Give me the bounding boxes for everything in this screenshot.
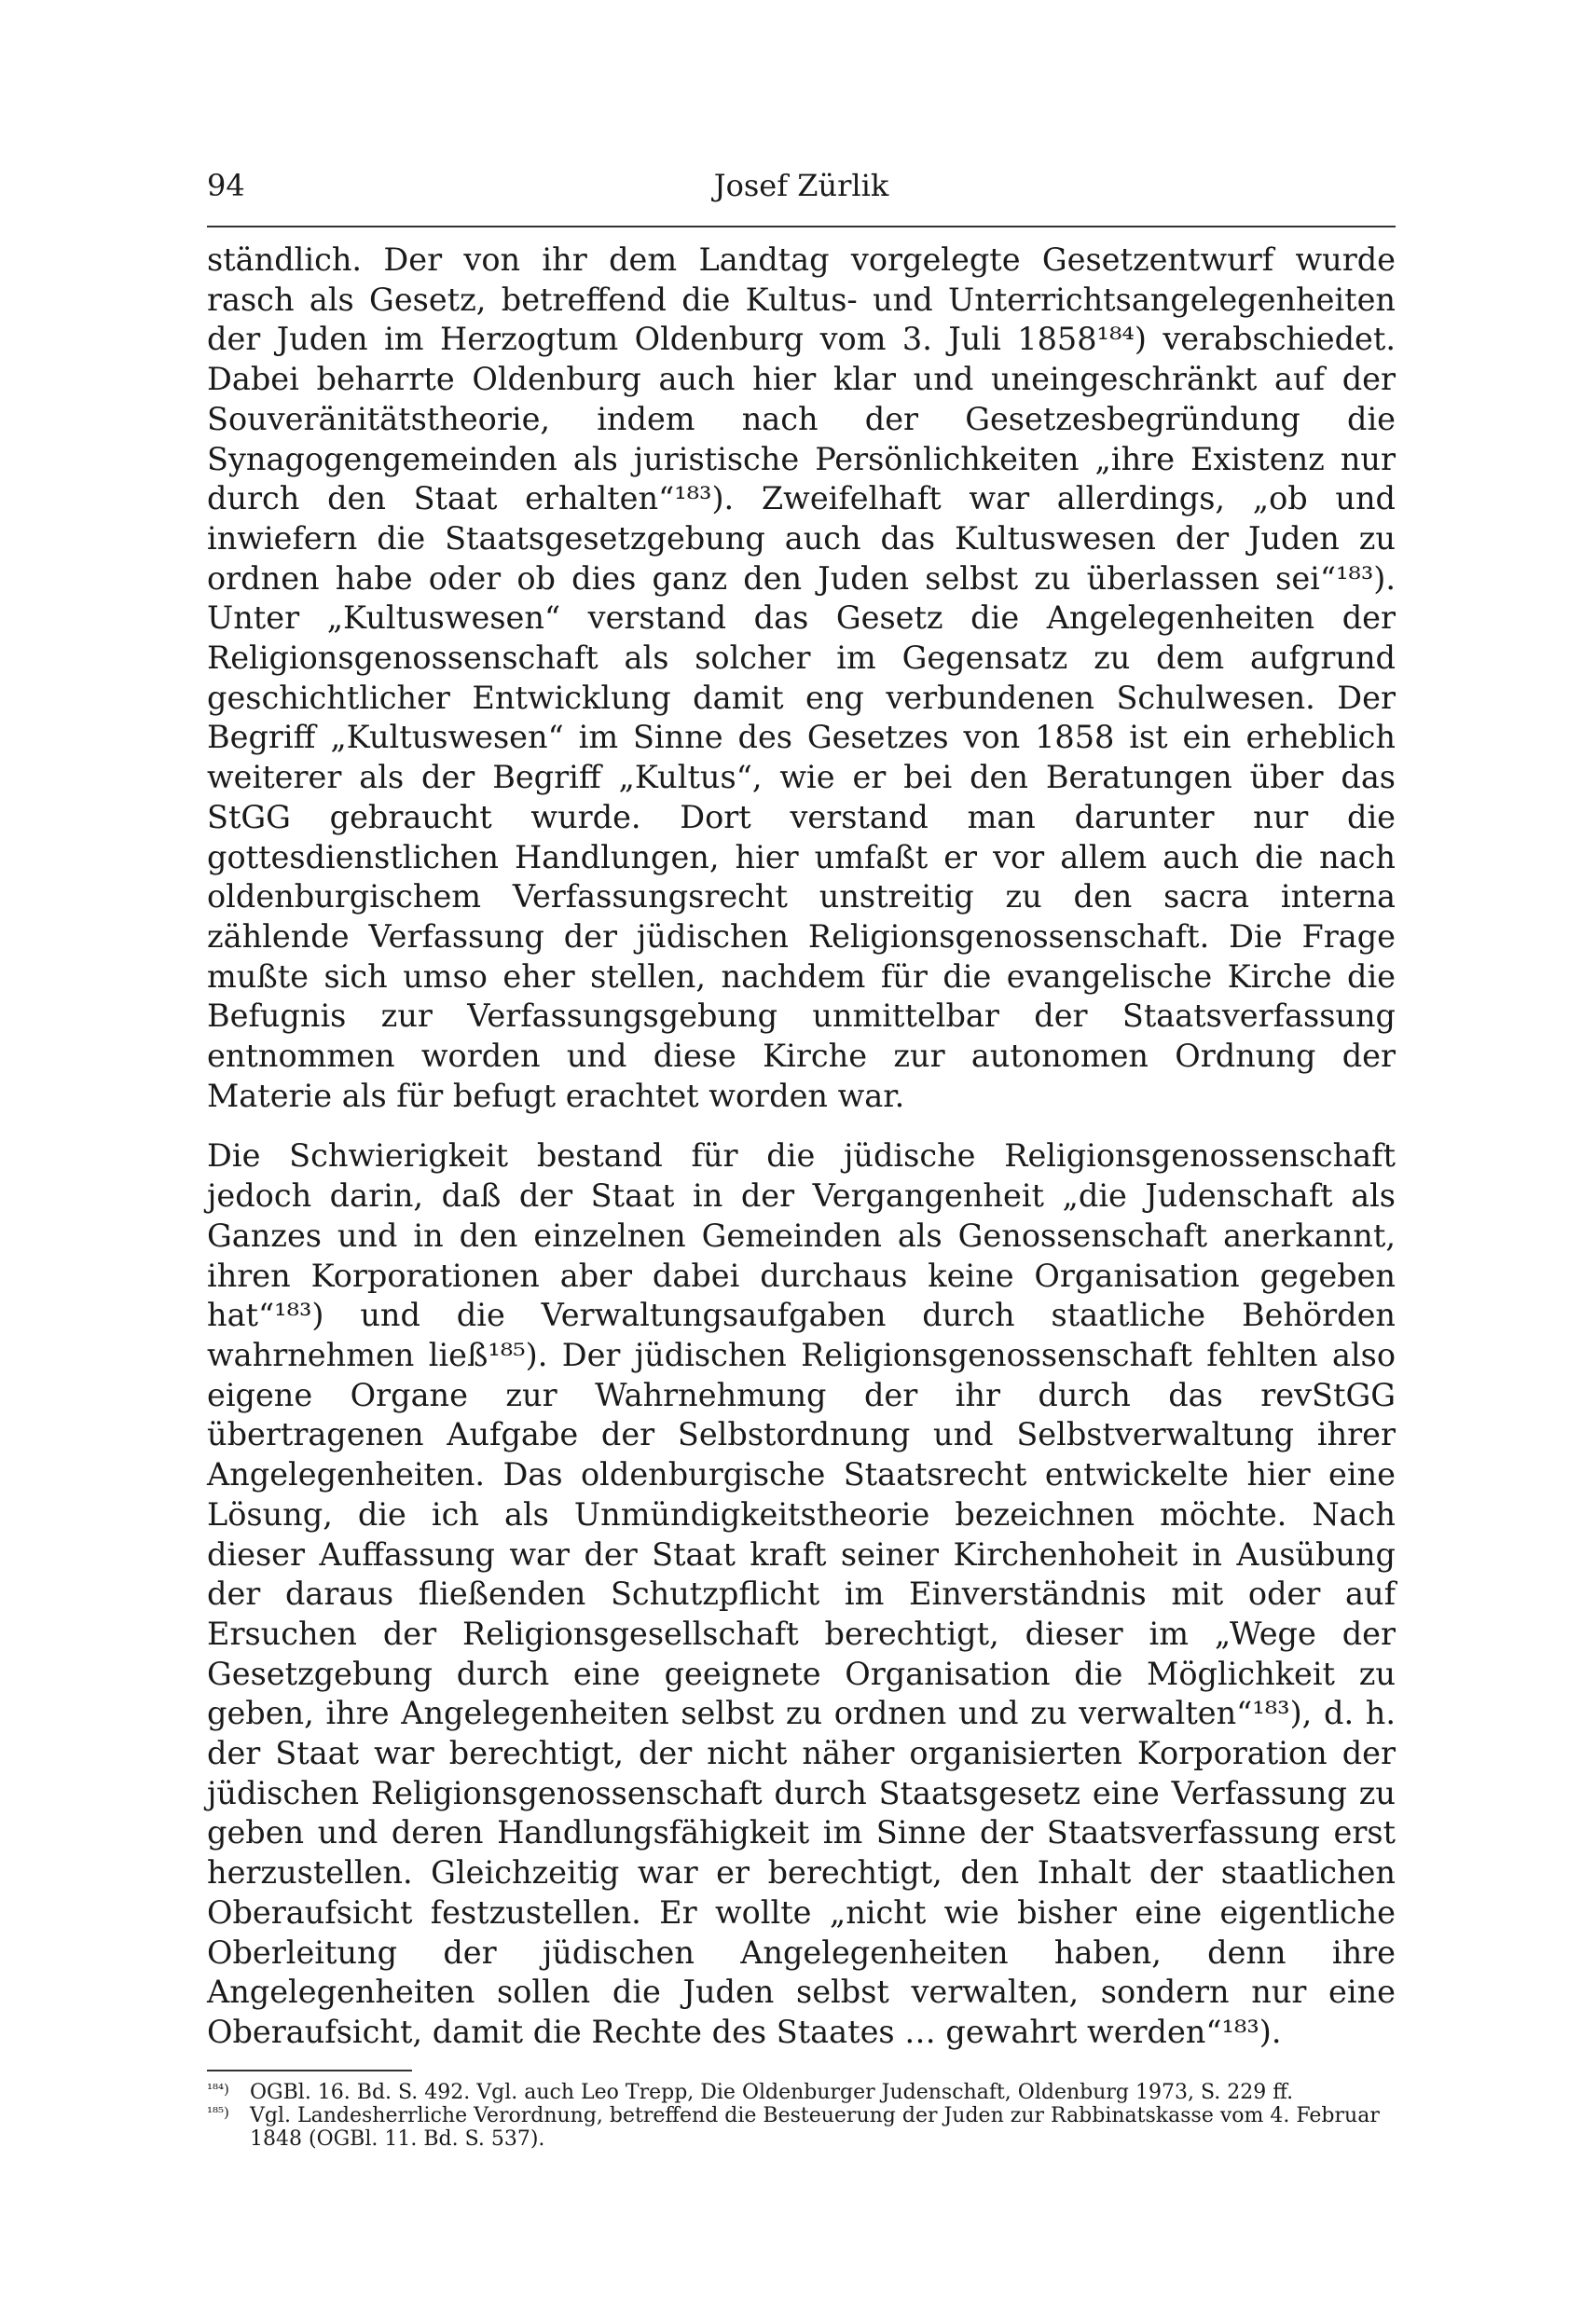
footnote-mark: ¹⁸⁴) <box>207 2080 229 2098</box>
footnotes <box>207 2081 1396 2151</box>
footnote-rule <box>207 2070 412 2071</box>
footnote-text: OGBl. 16. Bd. S. 492. Vgl. auch Leo Trepp, Die Oldenburger Judenschaft, Oldenburg 1973, S. 229 ff. <box>250 2080 1294 2104</box>
footnote-mark: ¹⁸⁵) <box>207 2103 229 2121</box>
page-number: 94 <box>207 168 245 203</box>
body-text <box>207 241 1396 2053</box>
paragraph: Die Schwierigkeit bestand für die jüdische Religionsgenossenschaft jedoch darin, daß der Staat in der Vergangenheit „die Judenschaft als Ganzes und in den einzelnen Gemeinden als Genossenschaft anerkannt, ihren Korporationen aber dabei durchaus keine Organisation gegeben hat“¹⁸³) und die Verwaltungsaufgaben durch staatliche Behörden wahrnehmen ließ¹⁸⁵). Der jüdischen Religionsgenossenschaft fehlten also eigene Organe zur Wahrnehmung der ihr durch das revStGG übertragenen Aufgabe der Selbstordnung und Selbstverwaltung ihrer Angelegenheiten. Das oldenburgische Staatsrecht entwickelte hier eine Lösung, die ich als Unmündigkeitstheorie bezeichnen möchte. Nach dieser Auffassung war der Staat kraft seiner Kirchenhoheit in Ausübung der daraus fließenden Schutzpflicht im Einverständnis mit oder auf Ersuchen der Religionsgesellschaft berechtigt, dieser im „Wege der Gesetzgebung durch eine geeignete Organisation die Möglichkeit zu geben, ihre Angelegenheiten selbst zu ordnen und zu verwalten“¹⁸³), d. h. der Staat war berechtigt, der nicht näher organisierten Korporation der jüdischen Religionsgenossenschaft durch Staatsgesetz eine Verfassung zu geben und deren Handlungsfähigkeit im Sinne der Staatsverfassung erst herzustellen. Gleichzeitig war er berechtigt, den Inhalt der staatlichen Oberaufsicht festzustellen. Er wollte „nicht wie bisher eine eigentliche Oberleitung der jüdischen Angelegenheiten haben, denn ihre Angelegenheiten sollen die Juden selbst verwalten, sondern nur eine Oberaufsicht, damit die Rechte des Staates … gewahrt werden“¹⁸³). <box>207 1137 1396 2050</box>
paragraph: ständlich. Der von ihr dem Landtag vorgelegte Gesetzentwurf wurde rasch als Gesetz, betreffend die Kultus- und Unterrichtsangelegenheiten der Juden im Herzogtum Oldenburg vom 3. Juli 1858¹⁸⁴) verabschiedet. Dabei beharrte Oldenburg auch hier klar und uneingeschränkt auf der Souveränitätstheorie, indem nach der Gesetzesbegründung die Synagogengemeinden als juristische Persönlichkeiten „ihre Existenz nur durch den Staat erhalten“¹⁸³). Zweifelhaft war allerdings, „ob und inwiefern die Staatsgesetzgebung auch das Kultuswesen der Juden zu ordnen habe oder ob dies ganz den Juden selbst zu überlassen sei“¹⁸³). Unter „Kultuswesen“ verstand das Gesetz die Angelegenheiten der Religionsgenossenschaft als solcher im Gegensatz zu dem aufgrund geschichtlicher Entwicklung damit eng verbundenen Schulwesen. Der Begriff „Kultuswesen“ im Sinne des Gesetzes von 1858 ist ein erheblich weiterer als der Begriff „Kultus“, wie er bei den Beratungen über das StGG gebraucht wurde. Dort verstand man darunter nur die gottesdienstlichen Handlungen, hier umfaßt er vor allem auch die nach oldenburgischem Verfassungsrecht unstreitig zu den sacra interna zählende Verfassung der jüdischen Religionsgenossenschaft. Die Frage mußte sich umso eher stellen, nachdem für die evangelische Kirche die Befugnis zur Verfassungsgebung unmittelbar der Staatsverfassung entnommen worden und diese Kirche zur autonomen Ordnung der Materie als für befugt erachtet worden war. <box>207 241 1396 1114</box>
header-rule <box>207 226 1396 227</box>
footnote-text: Vgl. Landesherrliche Verordnung, betreffend die Besteuerung der Juden zur Rabbinatskasse vom 4. Februar 1848 (OGBl. 11. Bd. S. 537). <box>250 2103 1380 2151</box>
footnote-185 <box>207 2104 1396 2151</box>
running-title: Josef Zürlik <box>713 168 889 203</box>
footnote-184 <box>207 2081 1396 2104</box>
book-page <box>207 168 1396 2151</box>
running-head <box>207 168 1396 214</box>
